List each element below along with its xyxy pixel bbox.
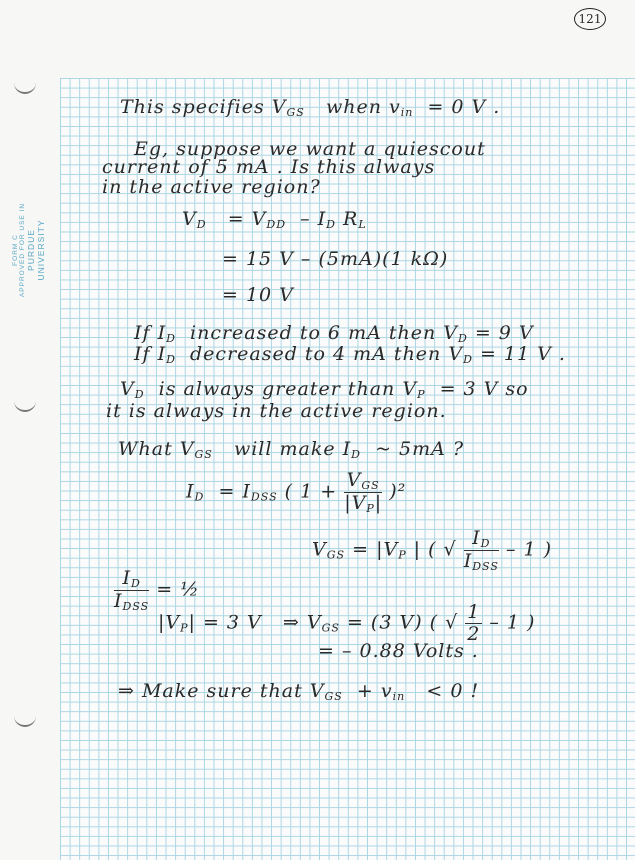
fraction: $\frac{I_D}{I_{DSS}}$ [114,567,150,614]
page-number: 121 [574,8,606,30]
side-print-form: FORM C [12,234,19,266]
note-line-always-greater: $V_D$ is always greater than $V_P = 3$ V so [120,378,529,401]
equation-vd-substituted: = 15 V – (5mA)(1 kΩ) [222,248,449,270]
note-line-question: What $V_{GS}$ will make $I_D$ ~ 5mA ? [118,438,465,461]
note-line-active-region: it is always in the active region. [106,400,447,422]
equation-vgs-numeric: $|V_P| = 3$ V ⇒ $V_{GS} = (3$ V) ( √ $\frac{1}{2}$ – 1 ) [158,601,536,645]
note-line-increase: If $I_D$ increased to 6 mA then $V_D = 9$ V [134,322,534,345]
side-print-approved: APPROVED FOR USE IN [19,202,27,298]
binder-hole-mark [14,80,36,94]
equation-vd-result: = 10 V [222,284,294,306]
binder-hole-mark [14,713,36,727]
fraction: $\frac{I_D}{I_{DSS}}$ [463,527,499,574]
fraction: $\frac{V_{GS}}{|V_P|}$ [344,469,383,516]
fraction: $\frac{1}{2}$ [467,601,481,645]
note-line-1: This specifies $V_{GS}$ when $v_{in} = 0$ V . [120,96,501,119]
equation-vgs-result: = – 0.88 Volts . [318,640,479,662]
equation-vd: $V_D$ = $V_{DD} - I_D$ $R_L$ [182,208,367,231]
note-line-2: Eg, suppose we want a quiescout [134,138,486,160]
side-print [12,200,72,300]
equation-id: $I_D = I_{DSS}$ ( 1 + $\frac{V_{GS}}{|V_P|}$ )² [186,469,407,516]
note-line-conclusion: ⇒ Make sure that $V_{GS} + v_{in}$ < 0 ! [118,680,480,703]
note-line-4: in the active region? [102,176,321,198]
equation-ratio: $\frac{I_D}{I_{DSS}}$ = ½ [114,567,200,614]
note-line-3: current of 5 mA . Is this always [102,156,436,178]
binder-hole-mark [14,398,36,412]
equation-vgs: $V_{GS} = |V_P$ | ( √ $\frac{I_D}{I_{DSS}}$ – 1 ) [312,527,553,574]
side-print-university: PURDUE UNIVERSITY [25,219,46,281]
note-line-decrease: If $I_D$ decreased to 4 mA then $V_D = 11$ V . [134,343,566,366]
